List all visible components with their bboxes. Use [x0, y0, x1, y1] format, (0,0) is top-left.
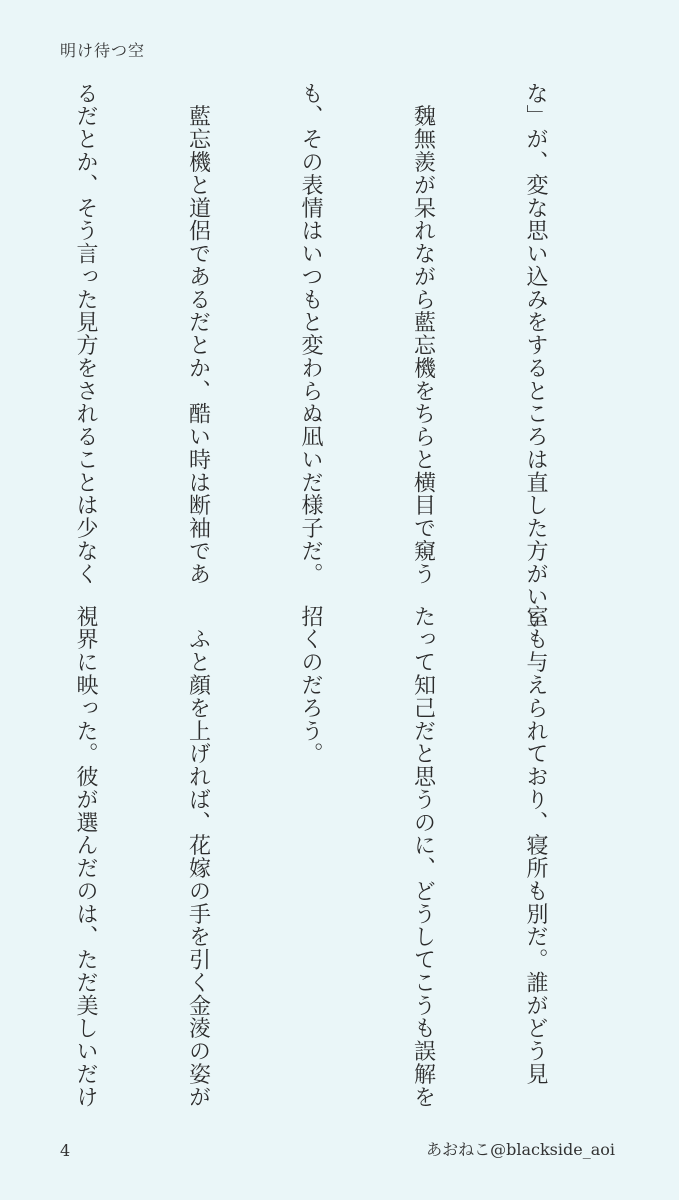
page-title: 明け待つ空 — [60, 41, 146, 60]
text-column: たって知己だと思うのに、どうしてこうも誤解を — [410, 605, 436, 1109]
text-column: るだとか、そう言った見方をされることは少なく — [73, 82, 98, 586]
text-column: ふと顔を上げれば、花嫁の手を引く金淩の姿が — [185, 605, 211, 1109]
upper-text-block — [0, 82, 629, 632]
lower-text-block — [0, 605, 629, 1109]
text-column: 視界に映った。彼が選んだのは、ただ美しいだけ — [73, 605, 98, 1109]
text-column: 室も与えられており、寝所も別だ。誰がどう見 — [523, 605, 548, 1086]
author-credit: あおねこ@blackside_aoi — [426, 1140, 615, 1159]
text-column: な」が、変な思い込みをするところは直した方がいい — [523, 82, 548, 632]
text-column: 魏無羨が呆れながら藍忘機をちらと横目で窺う — [410, 82, 436, 586]
text-column: 招くのだろう。 — [298, 605, 323, 766]
text-column: 藍忘機と道侶であるだとか、酷い時は断袖であ — [185, 82, 211, 586]
page-number: 4 — [60, 1141, 71, 1160]
text-column: も、その表情はいつもと変わらぬ凪いだ様子だ。 — [298, 82, 323, 586]
